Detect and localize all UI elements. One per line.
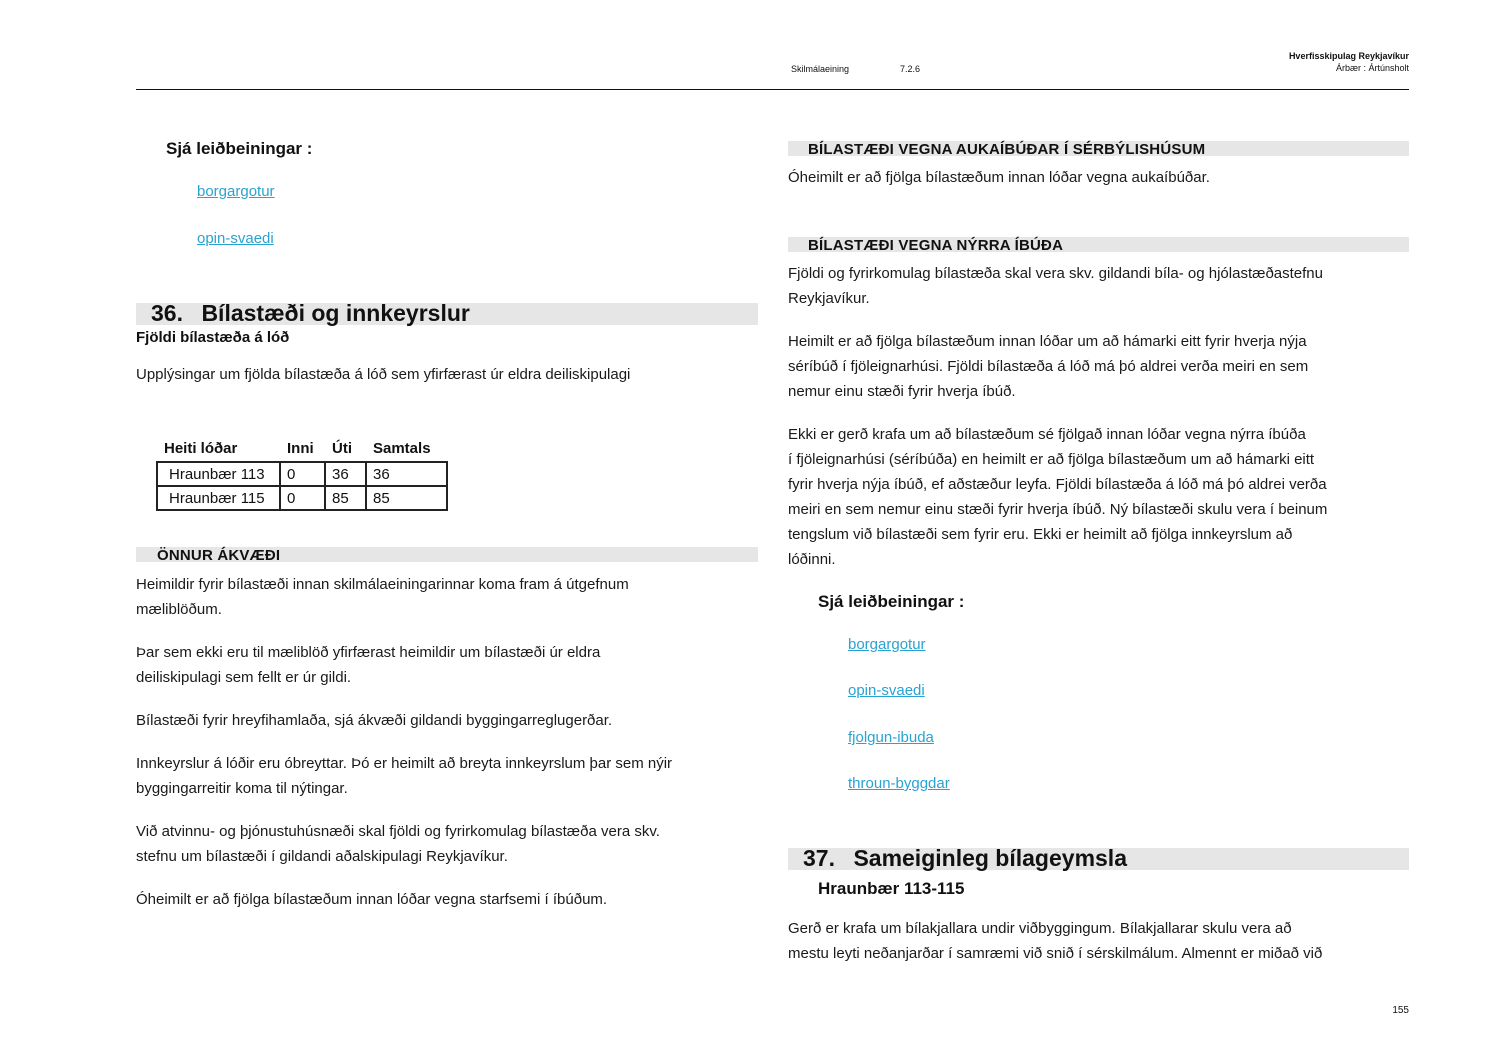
see-guidelines-title-right: Sjá leiðbeiningar : [818,592,965,611]
cell-lot: Hraunbær 113 [157,462,280,486]
header-section-label: Skilmálaeining [791,64,850,74]
line: Óheimilt er að fjölga bílastæðum innan lóðar vegna starfsemi í íbúðum. [136,891,608,908]
paragraph [136,708,756,733]
line: Við atvinnu- og þjónustuhúsnæði skal fjöldi og fyrirkomulag bílastæða vera skv. [136,823,660,840]
line: meiri en sem nemur einu stæði fyrir hverja íbúð. Ný bílastæði skulu vera í beinum [788,501,1328,518]
col-total: Samtals [373,439,431,457]
cell-inside: 0 [280,462,325,486]
line: séríbúð í fjöleignarhúsi. Fjöldi bílastæða á lóð má þó aldrei verða meiri en sem [788,358,1309,375]
paragraph [136,751,756,801]
paragraph [136,640,756,690]
line: byggingarreitir koma til nýtingar. [136,780,348,797]
section-36-title: Bílastæði og innkeyrslur [201,300,470,326]
line: deiliskipulagi sem fellt er úr gildi. [136,669,352,686]
paragraph [136,572,756,622]
paragraph [788,329,1409,404]
line: lóðinni. [788,551,836,568]
cell-lot: Hraunbær 115 [157,486,280,510]
section-37-heading [788,845,1409,871]
see-guidelines-title: Sjá leiðbeiningar : [166,139,313,158]
link-opin-svaedi[interactable]: opin-svaedi [848,682,925,699]
header-plan-title: Hverfisskipulag Reykjavíkur [1288,51,1409,61]
other-provisions-heading [136,547,758,562]
section-37-number: 37. [803,845,835,871]
new-dwellings-body [788,261,1409,572]
section-36-number: 36. [151,300,183,326]
section-36-heading [136,300,758,326]
aux-dwelling-heading [788,141,1409,156]
line: Fjöldi og fyrirkomulag bílastæða skal vera skv. gildandi bíla- og hjólastæðastefnu [788,265,1323,282]
cell-outside: 36 [325,462,366,486]
line: Heimilt er að fjölga bílastæðum innan lóðar um að hámarki eitt fyrir hverja nýja [788,333,1307,350]
line: fyrir hverja nýja íbúð, ef aðstæður leyfa. Fjöldi bílastæða á lóð má þó aldrei verða [788,476,1327,493]
line: Heimildir fyrir bílastæði innan skilmálaeiningarinnar koma fram á útgefnum [136,576,629,593]
line: Reykjavíkur. [788,290,870,307]
new-dwellings-heading [788,237,1409,252]
page-number: 155 [1392,1005,1409,1016]
line: Ekki er gerð krafa um að bílastæðum sé fjölgað innan lóðar vegna nýrra íbúða [788,426,1306,443]
col-inside: Inni [287,439,314,457]
line: í fjöleignarhúsi (séríbúða) en heimilt er að fjölga bílastæðum um að hámarki eitt [788,451,1315,468]
header-rule [136,89,1409,90]
line: nemur einu stæði fyrir hverja íbúð. [788,383,1016,400]
aux-dwelling-text: Óheimilt er að fjölga bílastæðum innan lóðar vegna aukaíbúðar. [788,169,1210,186]
link-borgargotur[interactable]: borgargotur [848,636,926,653]
new-dwellings-heading-text: BÍLASTÆÐI VEGNA NÝRRA ÍBÚÐA [808,237,1064,254]
paragraph [136,819,756,869]
other-provisions-body [136,572,756,912]
parking-table [156,437,448,511]
link-fjolgun-ibuda[interactable]: fjolgun-ibuda [848,729,934,746]
line: Innkeyrslur á lóðir eru óbreyttar. Þó er heimilt að breyta innkeyrslum þar sem nýir [136,755,673,772]
paragraph [788,261,1409,311]
table-row [157,462,447,486]
line: Gerð er krafa um bílakjallara undir viðbyggingum. Bílakjallarar skulu vera að [788,920,1292,937]
col-outside: Úti [332,439,352,457]
cell-total: 85 [366,486,447,510]
line: Bílastæði fyrir hreyfihamlaða, sjá ákvæði gildandi byggingarreglugerðar. [136,712,613,729]
table-row [157,486,447,510]
line: Þar sem ekki eru til mæliblöð yfirfærast heimildir um bílastæði úr eldra [136,644,601,661]
link-opin-svaedi[interactable]: opin-svaedi [197,230,274,247]
section-37-title: Sameiginleg bílageymsla [853,845,1127,871]
section-36-subtitle: Fjöldi bílastæða á lóð [136,329,290,346]
section-36-intro: Upplýsingar um fjölda bílastæða á lóð sem yfirfærast úr eldra deiliskipulagi [136,366,631,383]
section-37-subtitle: Hraunbær 113-115 [818,879,965,898]
cell-inside: 0 [280,486,325,510]
table-header-row [157,437,447,462]
other-provisions-heading-text: ÖNNUR ÁKVÆÐI [157,547,281,564]
line: mestu leyti neðanjarðar í samræmi við snið í sérskilmálum. Almennt er miðað við [788,945,1323,962]
link-throun-byggdar[interactable]: throun-byggdar [848,775,950,792]
link-borgargotur[interactable]: borgargotur [197,183,275,200]
aux-dwelling-heading-text: BÍLASTÆÐI VEGNA AUKAÍBÚÐAR Í SÉRBÝLISHÚSUM [808,141,1206,158]
col-lot-name: Heiti lóðar [164,439,238,457]
line: tengslum við bílastæði sem fyrir eru. Ekki er heimilt að fjölga innkeyrslum að [788,526,1293,543]
cell-total: 36 [366,462,447,486]
paragraph [788,422,1409,572]
line: stefnu um bílastæði í gildandi aðalskipulagi Reykjavíkur. [136,848,508,865]
header-section-number: 7.2.6 [900,64,921,74]
paragraph [136,887,756,912]
cell-outside: 85 [325,486,366,510]
header-district: Árbær : Ártúnsholt [1335,63,1409,73]
section-37-body [788,916,1409,966]
line: mæliblöðum. [136,601,222,618]
